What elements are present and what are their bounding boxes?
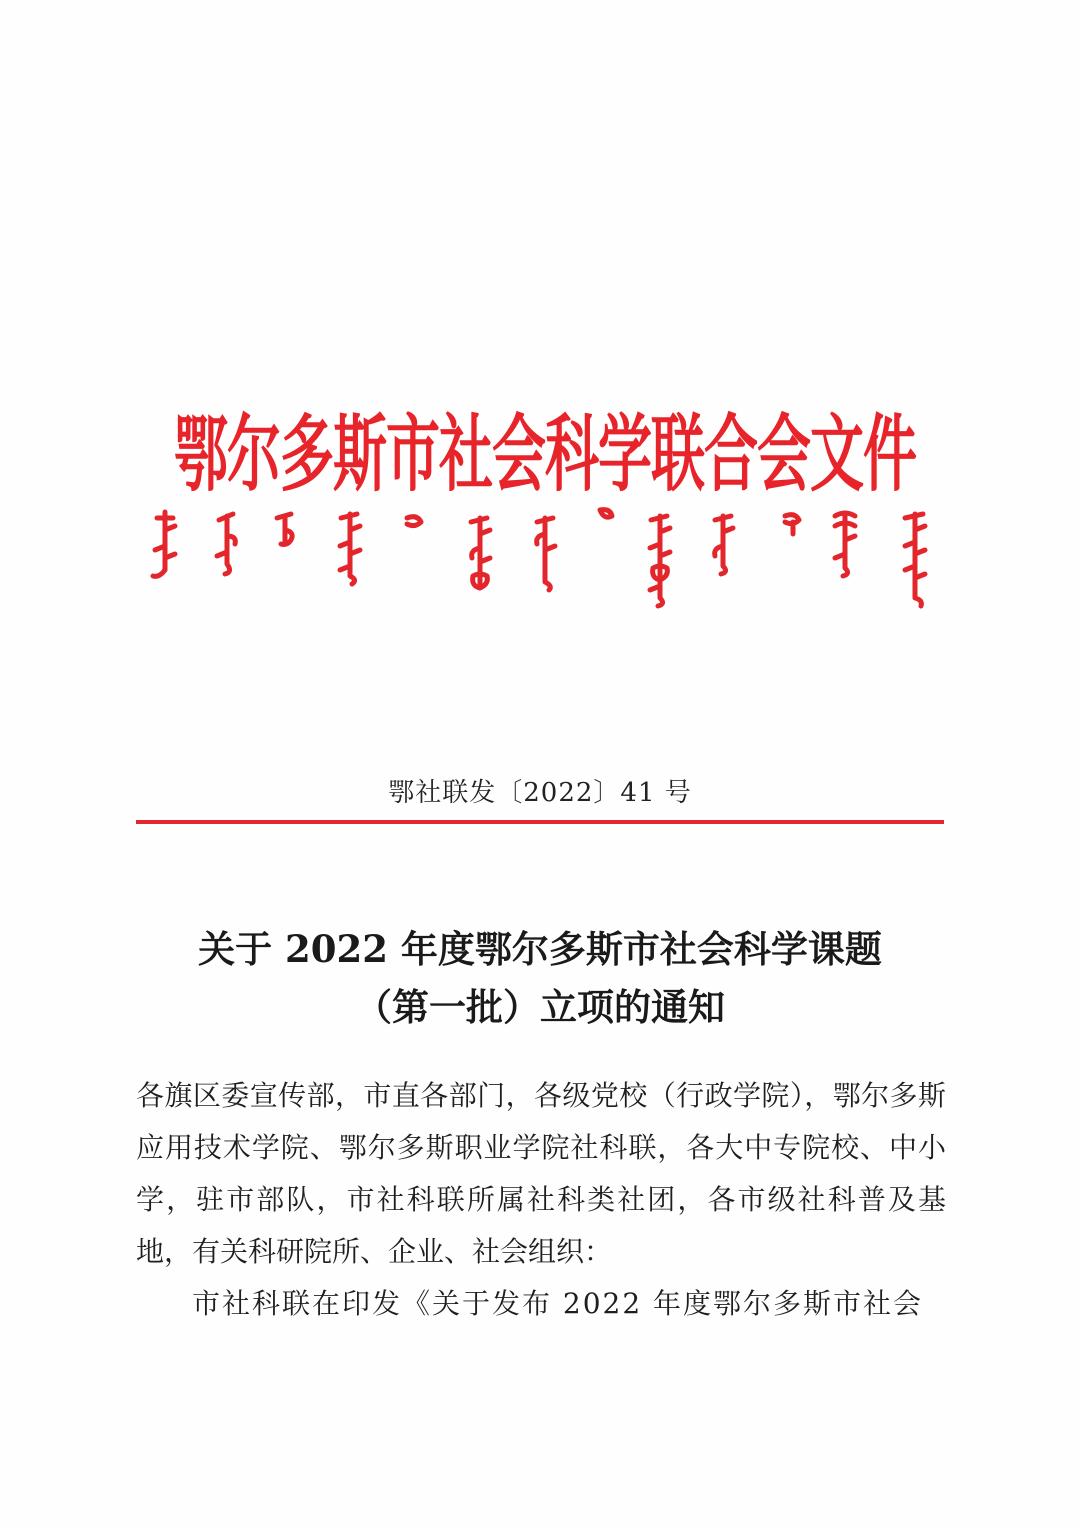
notice-title (140, 920, 940, 1036)
red-divider-line (136, 820, 944, 824)
document-number: 鄂社联发〔2022〕41 号 (388, 778, 692, 808)
notice-title-line-1: 关于 2022 年度鄂尔多斯市社会科学课题 (198, 927, 882, 971)
first-paragraph: 市社科联在印发《关于发布 2022 年度鄂尔多斯市社会 (192, 1287, 924, 1320)
mongolian-script-glyphs (145, 500, 940, 615)
recipients-paragraph: 各旗区委宣传部，市直各部门，各级党校（行政学院），鄂尔多斯应用技术学院、鄂尔多斯职业学院社科联，各大中专院校、中小学，驻市部队，市社科联所属社科类社团，各市级社科普及基地，有关科研院所、企业、社会组织： (136, 1079, 946, 1268)
mongolian-script-masthead (145, 500, 940, 615)
notice-body (136, 1070, 946, 1330)
masthead-title: 鄂尔多斯市社会科学联合会文件 (174, 405, 916, 504)
notice-title-line-2: （第一批）立项的通知 (355, 985, 725, 1029)
